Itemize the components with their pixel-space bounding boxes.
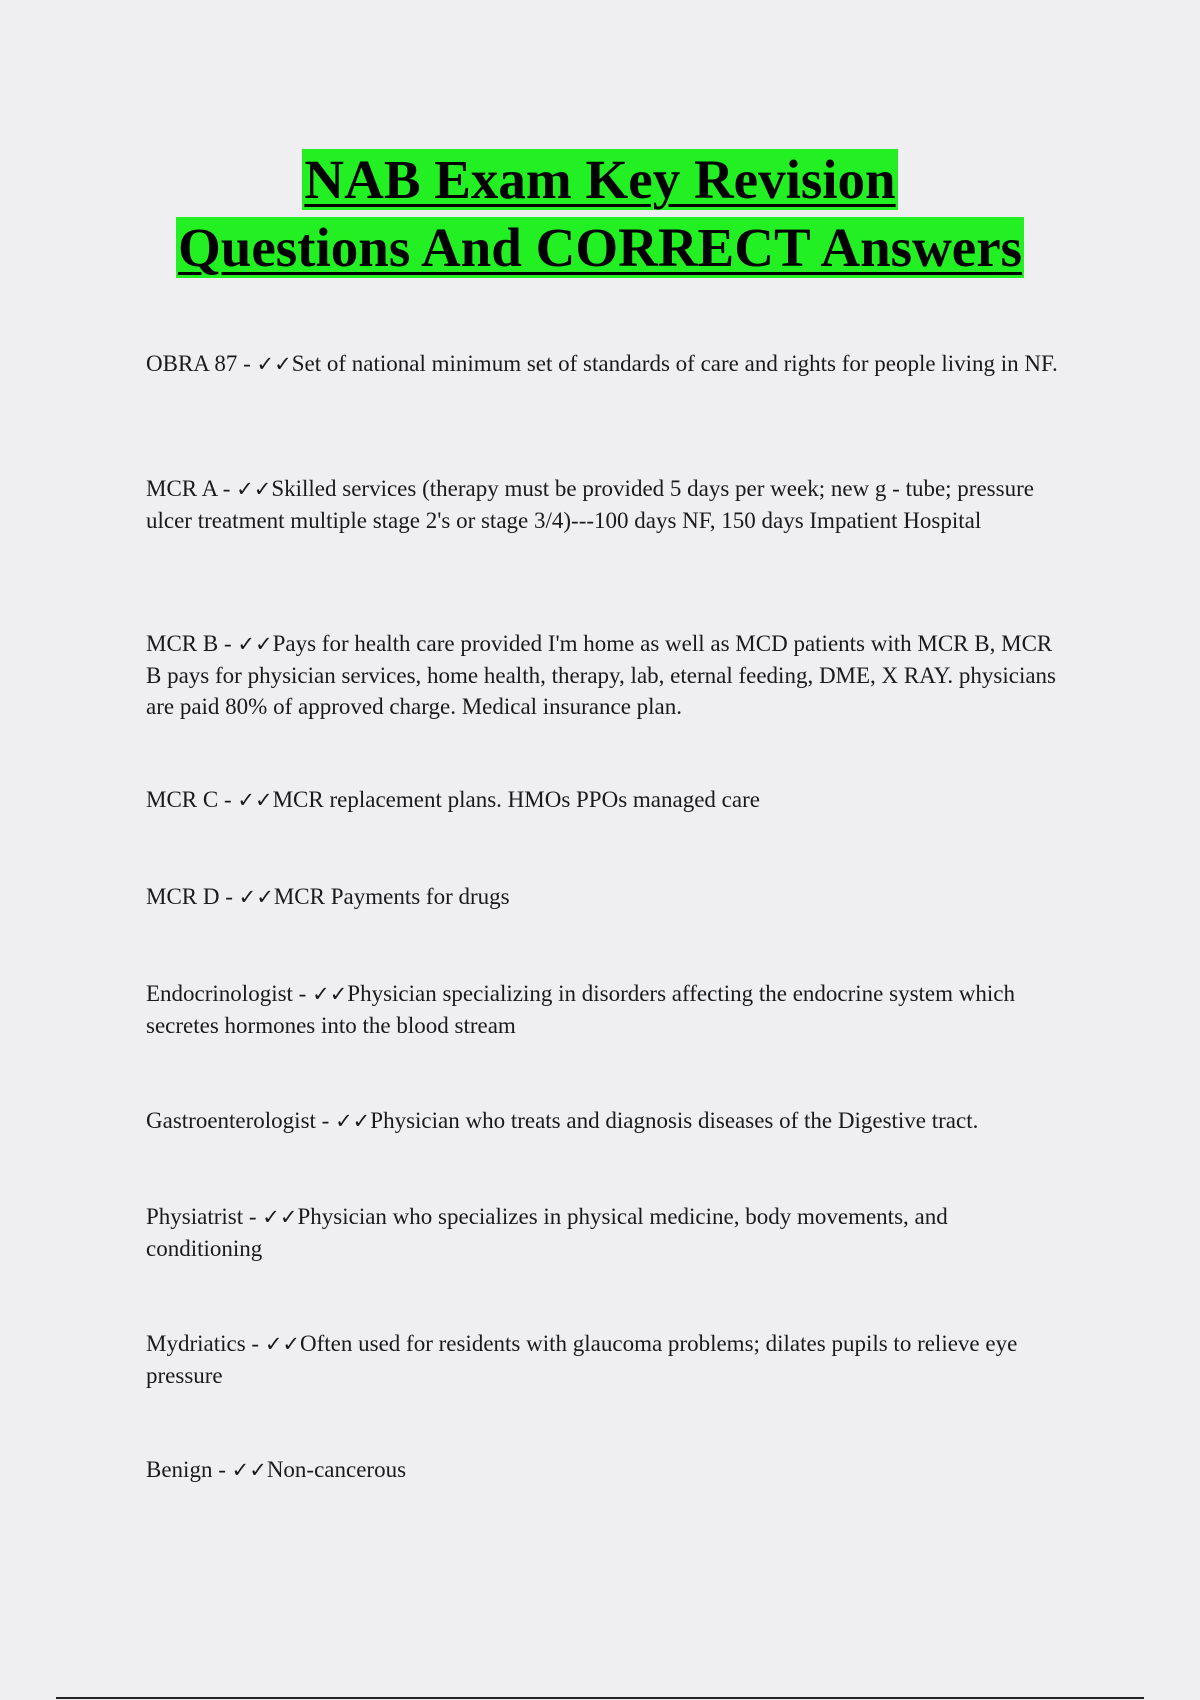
- double-check-icon: ✓✓: [237, 788, 273, 812]
- qa-answer: Often used for residents with glaucoma problems; dilates pupils to relieve eye pressure: [146, 1331, 1018, 1388]
- qa-entry: [146, 1201, 1066, 1264]
- qa-answer: MCR replacement plans. HMOs PPOs managed care: [272, 787, 760, 812]
- double-check-icon: ✓✓: [262, 1205, 298, 1229]
- qa-answer: MCR Payments for drugs: [273, 884, 510, 909]
- double-check-icon: ✓✓: [236, 477, 272, 501]
- qa-answer: Physician specializing in disorders affecting the endocrine system which secretes hormones into the blood stream: [146, 981, 1015, 1038]
- double-check-icon: ✓✓: [237, 632, 273, 656]
- qa-entry: [146, 1454, 1066, 1486]
- document-title: [0, 146, 1200, 282]
- double-check-icon: ✓✓: [264, 1332, 301, 1356]
- qa-term: MCR D -: [146, 884, 239, 909]
- qa-entry: [146, 978, 1066, 1041]
- qa-term: MCR A -: [146, 476, 237, 501]
- qa-entry: [146, 881, 1066, 913]
- double-check-icon: ✓✓: [238, 885, 274, 909]
- qa-entry: [146, 473, 1066, 536]
- qa-answer: Physician who specializes in physical medicine, body movements, and conditioning: [146, 1204, 948, 1261]
- qa-term: MCR C -: [146, 787, 238, 812]
- qa-entry: [146, 628, 1066, 722]
- qa-answer: Set of national minimum set of standards of care and rights for people living in NF.: [291, 351, 1058, 376]
- qa-entry: [146, 1328, 1066, 1391]
- double-check-icon: ✓✓: [256, 352, 292, 376]
- qa-entry: [146, 348, 1066, 380]
- footer-divider: [56, 1697, 1144, 1699]
- double-check-icon: ✓✓: [312, 982, 348, 1006]
- double-check-icon: ✓✓: [231, 1458, 267, 1482]
- qa-answer: Skilled services (therapy must be provided 5 days per week; new g - tube; pressure ulcer treatment multiple stage 2's or stage 3/4)---100 days NF, 150 days Impatient Hospital: [146, 476, 1034, 533]
- qa-answer: Pays for health care provided I'm home as well as MCD patients with MCR B, MCR B pays for physician services, home health, therapy, lab, eternal feeding, DME, X RAY. physicians are paid 80% of approved charge. Medical insurance plan.: [146, 631, 1056, 719]
- qa-term: Mydriatics -: [146, 1331, 265, 1356]
- qa-term: Endocrinologist -: [146, 981, 313, 1006]
- qa-term: Gastroenterologist -: [146, 1108, 336, 1133]
- qa-entry: [146, 784, 1066, 816]
- title-line-1: NAB Exam Key Revision: [304, 149, 896, 210]
- qa-term: Benign -: [146, 1457, 232, 1482]
- qa-answer: Physician who treats and diagnosis diseases of the Digestive tract.: [370, 1108, 979, 1133]
- qa-answer: Non-cancerous: [266, 1457, 407, 1482]
- qa-term: MCR B -: [146, 631, 238, 656]
- double-check-icon: ✓✓: [335, 1109, 371, 1133]
- title-line-2: Questions And CORRECT Answers: [177, 217, 1023, 278]
- qa-term: OBRA 87 -: [146, 351, 257, 376]
- qa-term: Physiatrist -: [146, 1204, 263, 1229]
- qa-entry: [146, 1105, 1066, 1137]
